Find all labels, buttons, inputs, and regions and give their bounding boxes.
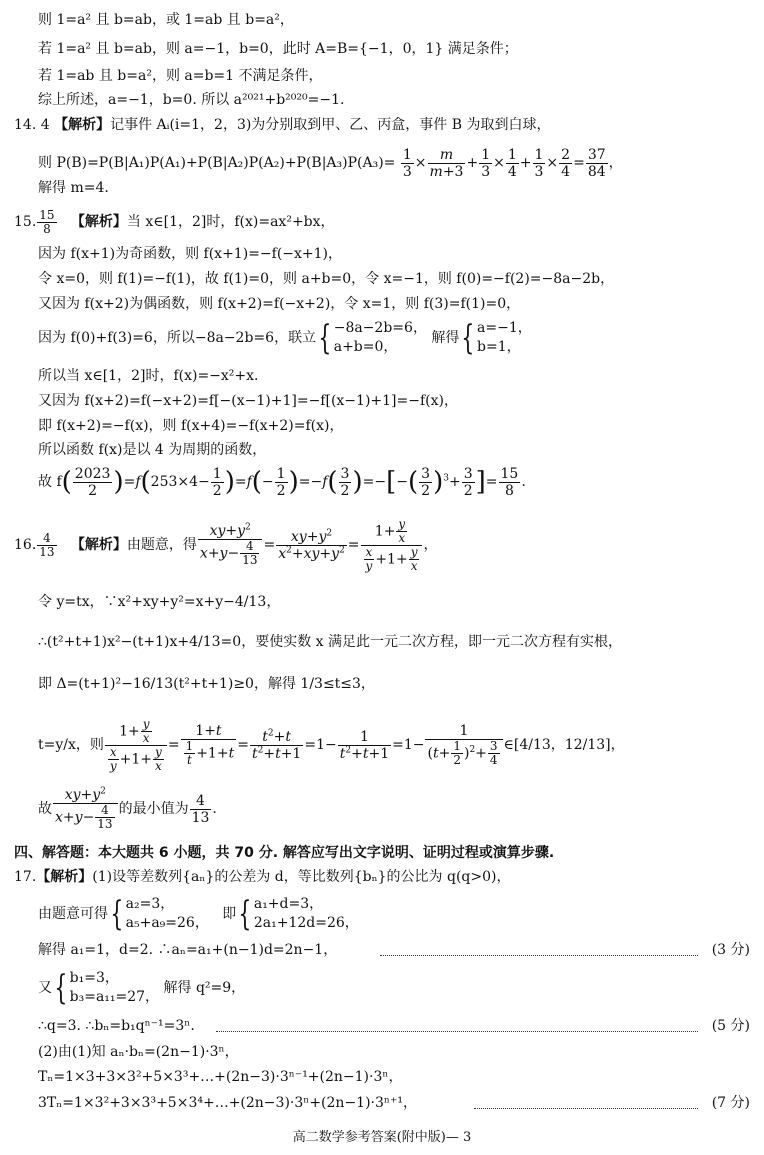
q15-line-9: 所以函数 f(x)是以 4 为周期的函数， [38, 442, 267, 458]
q14-formula: 则 P(B)=P(B|A₁)P(A₁)+P(B|A₂)P(A₂)+P(B|A₃)P(A₃)= [38, 155, 396, 171]
q16-fraction-c: 1+ $\frac{y}{x}$ $\frac{x}{y}$ +1+ $\frac{y}{x}$ [361, 518, 423, 573]
q15-line-4: 又因为 f(x+2)为偶函数，则 f(x+2)=f(−x+2)，令 x=1，则 f(3)=f(1)=0， [38, 296, 521, 312]
q14-fraction-1-4: $\frac{1}{4}$ [507, 146, 517, 180]
q17-line-7: Tₙ=1×3+3×3²+5×3³+…+(2n−3)·3ⁿ⁻¹+(2n−1)·3ⁿ， [38, 1069, 403, 1085]
q16-fraction-a: $xy+y^2$ x+y− $\frac{4}{13}$ [198, 523, 263, 567]
q16-text-6b: 的最小值为 [118, 801, 189, 817]
q16-line-5: t=y/x，则 1+ $\frac{y}{x}$ $\frac{x}{y}$ +1+ $\frac{y}{x}$ = 1+t $\frac{1}{t}$ +1+t = $\frac{t^2+t}{t^2+t+1}$ =1− $\frac{1}{t^2+t+1}$ =1− 1 (t+ $\frac{1}{2}$ )$^2$+ $\frac{3}{4}$ ∈[4/13，12/13]， [38, 716, 625, 773]
q15-text-10: 故 f [38, 474, 62, 490]
q17-system-3: b₁=3， b₃=a₁₁=27， [69, 970, 160, 1005]
q17-tag: 【解析】 [36, 869, 93, 885]
q14-line-1 [14, 115, 764, 135]
q16-answer: $\frac{4}{13}$ [39, 530, 55, 559]
q14-fraction-m: $\frac{m}{m+3}$ [429, 146, 464, 180]
q15-line-5: 因为 f(0)+f(3)=6，所以−8a−2b=6，联立{ −8a−2b=6， a+b=0， 解得{ a=−1， b=1， [38, 318, 532, 358]
dotted-leader [380, 955, 698, 956]
q17-system-2: a₁+d=3， 2a₁+12d=26， [253, 896, 359, 931]
q17-text-4a: 又 [38, 980, 52, 996]
q15-text-5b: 解得 [431, 330, 460, 346]
q16-line-4: 即 Δ=(t+1)²−16/13(t²+t+1)≥0，解得 1/3≤t≤3， [38, 676, 375, 692]
q14-text-1: 记事件 Aᵢ(i=1，2，3)为分别取到甲、乙、丙盒，事件 B 为取到白球， [110, 117, 551, 133]
q16-line-2: 令 y=tx，∵x²+xy+y²=x+y−4/13， [38, 594, 281, 610]
q17-line-1 [14, 867, 764, 887]
q15-answer: $\frac{15}{8}$ [39, 207, 55, 236]
q14-fraction-1-3b: $\frac{1}{3}$ [481, 146, 491, 180]
q15-line-3: 令 x=0，则 f(1)=−f(1)，故 f(1)=0，则 a+b=0，令 x=−1，则 f(0)=−f(2)=−8a−2b， [38, 271, 615, 287]
q17-line-3: 解得 a₁=1，d=2. ∴aₙ=a₁+(n−1)d=2n−1， [38, 942, 338, 958]
q15-line-6: 所以当 x∈[1，2]时，f(x)=−x²+x. [38, 368, 259, 384]
q14-fraction-1-3c: $\frac{1}{3}$ [534, 146, 544, 180]
q16-range: ∈[4/13，12/13]， [503, 737, 625, 753]
q16-minimum: $\frac{4}{13}$ [191, 792, 210, 826]
q15-text-5a: 因为 f(0)+f(3)=6，所以−8a−2b=6，联立 [38, 330, 317, 346]
q17-line-6: (2)由(1)知 aₙ·bₙ=(2n−1)·3ⁿ， [38, 1044, 239, 1060]
q17-score-5: (5 分) [711, 1018, 750, 1034]
q16-text-6a: 故 [38, 801, 52, 817]
q17-text-2b: 即 [222, 906, 237, 922]
q14-fraction-1-3: $\frac{1}{3}$ [402, 146, 412, 180]
q15-line-7: 又因为 f(x+2)=f(−x+2)=f[−(x−1)+1]=−f[(x−1)+1]=−f(x)， [38, 393, 458, 409]
q16-text-5: t=y/x，则 [38, 737, 104, 753]
q15-line-8: 即 f(x+2)=−f(x)，则 f(x+4)=−f(x+2)=f(x)， [38, 418, 344, 434]
q17-text-4b: 解得 q²=9， [163, 980, 246, 996]
q16-line-3: ∴(t²+t+1)x²−(t+1)x+4/13=0，要使实数 x 满足此一元二次方程，即一元二次方程有实根， [38, 634, 622, 650]
q14-number: 14. 4 [14, 117, 50, 133]
q16-line-1: 16. $\frac{4}{13}$ 【解析】由题意，得 $xy+y^2$ x+y− $\frac{4}{13}$ = $\frac{xy+y^2}{x^2+xy+y^2}$ = 1+ $\frac{y}{x}$ $\frac{x}{y}$ +1+ $\frac{y}{x}$ ， [14, 516, 438, 573]
q15-number: 15. [14, 214, 37, 230]
q15-fraction-2023: $\frac{2023}{2}$ [74, 465, 111, 499]
q13-line-2: 若 1=a² 且 b=ab，则 a=−1，b=0，此时 A=B={−1，0，1} 满足条件； [38, 41, 518, 57]
q14-tag: 【解析】 [54, 117, 111, 133]
q17-line-4: 又{ b₁=3， b₃=a₁₁=27， 解得 q²=9， [38, 968, 246, 1008]
section-heading: 四、解答题：本大题共 6 小题，共 70 分. 解答应写出文字说明、证明过程或演算步骤. [14, 845, 555, 861]
q17-number: 17. [14, 869, 37, 885]
q16-number: 16. [14, 537, 37, 553]
q14-fraction-2-4: $\frac{2}{4}$ [561, 146, 571, 180]
q16-line-6: 故 $xy+y^2$ x+y− $\frac{4}{13}$ 的最小值为 $\frac{4}{13}$ . [38, 786, 217, 831]
q15-system-2: a=−1， b=1， [477, 320, 532, 355]
q17-score-7: (7 分) [711, 1095, 750, 1111]
q16-tag: 【解析】 [70, 537, 127, 553]
q16-text-1: 由题意，得 [126, 537, 197, 553]
q15-result: $\frac{15}{8}$ [500, 465, 519, 499]
q17-line-2: 由题意可得{ a₂=3， a₅+a₉=26， 即{ a₁+d=3， 2a₁+12d=26， [38, 894, 359, 934]
q14-line-2: 则 P(B)=P(B|A₁)P(A₁)+P(B|A₂)P(A₂)+P(B|A₃)P(A₃)= $\frac{1}{3}$ × $\frac{m}{m+3}$ + $\frac{1}{3}$ × $\frac{1}{4}$ + $\frac{1}{3}$ × $\frac{2}{4}$ = $\frac{37}{84}$ ， [38, 146, 623, 180]
q17-system-1: a₂=3， a₅+a₉=26， [125, 896, 209, 931]
q15-line-1 [14, 206, 764, 238]
q15-system-1: −8a−2b=6， a+b=0， [333, 320, 427, 355]
q16-fraction-b: $\frac{xy+y^2}{x^2+xy+y^2}$ [278, 527, 345, 562]
q14-line-3: 解得 m=4. [38, 180, 109, 196]
q13-line-1: 则 1=a² 且 b=ab，或 1=ab 且 b=a²， [38, 12, 294, 28]
q15-tag: 【解析】 [70, 214, 127, 230]
page-footer: 高二数学参考答案(附中版)— 3 [292, 1130, 472, 1145]
q14-fraction-37-84: $\frac{37}{84}$ [587, 146, 606, 180]
q17-score-3: (3 分) [711, 942, 750, 958]
q17-line-8: 3Tₙ=1×3²+3×3³+5×3⁴+…+(2n−3)·3ⁿ+(2n−1)·3ⁿ⁺¹， [38, 1095, 417, 1111]
q13-line-4: 综上所述，a=−1，b=0. 所以 a²⁰²¹+b²⁰²⁰=−1. [38, 92, 345, 108]
q15-line-2: 因为 f(x+1)为奇函数，则 f(x+1)=−f(−x+1)， [38, 246, 343, 262]
q17-text-1: (1)设等差数列{aₙ}的公差为 d，等比数列{bₙ}的公比为 q(q>0)， [92, 869, 511, 885]
dotted-leader [474, 1108, 698, 1109]
q15-text-1: 当 x∈[1，2]时，f(x)=ax²+bx， [126, 214, 335, 230]
dotted-leader [216, 1031, 698, 1032]
q15-line-10: 故 f( $\frac{2023}{2}$ )=f(253×4− $\frac{1}{2}$ )=f(− $\frac{1}{2}$ )=−f( $\frac{3}{2}$ )=−[−( $\frac{3}{2}$ )$^3$+ $\frac{3}{2}$ ]= $\frac{15}{8}$ . [38, 465, 526, 499]
q17-text-2a: 由题意可得 [38, 906, 108, 922]
q13-line-3: 若 1=ab 且 b=a²，则 a=b=1 不满足条件， [38, 68, 323, 84]
q17-line-5: ∴q=3. ∴bₙ=b₁qⁿ⁻¹=3ⁿ. [38, 1018, 195, 1034]
